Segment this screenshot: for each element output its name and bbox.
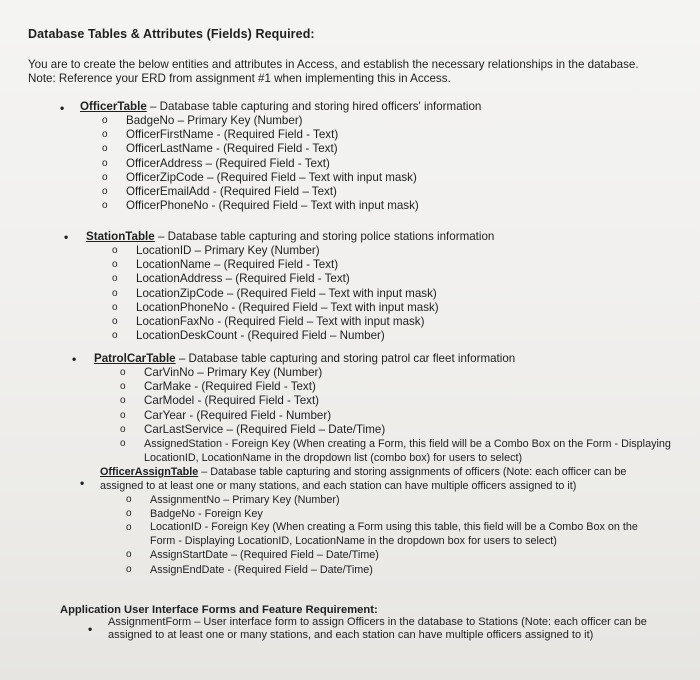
attribute-text: OfficerEmailAdd - (Required Field – Text) (126, 185, 337, 199)
attribute-item (124, 521, 664, 548)
attribute-item (110, 301, 686, 315)
attribute-text: AssignEndDate - (Required Field – Date/Time) (150, 563, 373, 576)
attribute-item (100, 157, 680, 171)
officer-table-attributes (100, 114, 680, 213)
attribute-text: CarMake - (Required Field - Text) (144, 380, 316, 394)
attribute-item (118, 380, 692, 394)
bullet-assignment-form: • (88, 622, 93, 636)
station-table-name: StationTable (86, 230, 155, 243)
patrolcar-table-description: – Database table capturing and storing patrol car fleet information (175, 352, 516, 365)
station-table-description: – Database table capturing and storing police stations information (154, 230, 495, 243)
attribute-item (100, 185, 680, 199)
officerassign-table-title (100, 466, 660, 493)
attribute-text: OfficerFirstName - (Required Field - Text) (126, 128, 339, 142)
sub-bullet-icon: o (126, 508, 132, 520)
sub-bullet-icon: o (126, 522, 132, 534)
sub-bullet-icon: o (112, 301, 118, 313)
attribute-item (110, 287, 686, 301)
sub-bullet-icon: o (126, 549, 132, 561)
app-requirements-heading: Application User Interface Forms and Feature Requirement: (60, 604, 378, 616)
sub-bullet-icon: o (102, 157, 108, 169)
attribute-item (100, 199, 680, 213)
sub-bullet-icon: o (112, 273, 118, 285)
attribute-text: CarModel - (Required Field - Text) (144, 394, 320, 408)
sub-bullet-icon: o (112, 259, 118, 271)
attribute-item (118, 366, 692, 380)
attribute-text: LocationID - Foreign Key (When creating a Form using this table, this field will be a Combo Box on the Form - Displaying LocationID, LocationName in the dropdown box for users to select) (150, 521, 638, 547)
attribute-item (124, 493, 664, 507)
sub-bullet-icon: o (126, 563, 132, 575)
sub-bullet-icon: o (120, 381, 126, 393)
attribute-text: LocationFaxNo - (Required Field – Text with input mask) (136, 315, 425, 329)
attribute-item (124, 548, 664, 562)
attribute-item (100, 114, 680, 128)
attribute-text: CarYear - (Required Field - Number) (144, 408, 332, 422)
attribute-item (110, 329, 686, 343)
attribute-item (100, 128, 680, 142)
attribute-item (118, 394, 692, 408)
sub-bullet-icon: o (102, 186, 108, 198)
sub-bullet-icon: o (102, 200, 108, 212)
intro-text (28, 58, 688, 86)
officer-table-description: – Database table capturing and storing hired officers' information (146, 100, 482, 113)
officerassign-table-name: OfficerAssignTable (100, 466, 199, 478)
bullet-patrolcar-table: • (72, 352, 77, 366)
sub-bullet-icon: o (112, 316, 118, 328)
sub-bullet-icon: o (102, 129, 108, 141)
attribute-text: BadgeNo - Foreign Key (150, 508, 263, 521)
sub-bullet-icon: o (112, 245, 118, 256)
station-table-section (86, 230, 686, 343)
attribute-text: OfficerZipCode – (Required Field – Text with input mask) (126, 170, 417, 184)
attribute-item (110, 272, 686, 286)
sub-bullet-icon: o (102, 143, 108, 155)
sub-bullet-icon: o (120, 367, 126, 378)
patrolcar-table-title (94, 352, 694, 366)
attribute-item (118, 437, 692, 465)
sub-bullet-icon: o (120, 423, 126, 435)
attribute-text: LocationAddress – (Required Field - Text) (136, 272, 350, 286)
attribute-text: AssignmentNo – Primary Key (Number) (150, 494, 340, 506)
sub-bullet-icon: o (126, 494, 132, 505)
sub-bullet-icon: o (120, 438, 126, 450)
intro-line-1: You are to create the below entities and attributes in Access, and establish the necessary relationships in the database. (28, 58, 639, 71)
attribute-text: OfficerAddress – (Required Field - Text) (126, 156, 330, 170)
sub-bullet-icon: o (120, 409, 126, 421)
sub-bullet-icon: o (112, 287, 118, 299)
attribute-text: OfficerPhoneNo - (Required Field – Text with input mask) (126, 199, 419, 213)
bullet-station-table: • (64, 230, 69, 244)
attribute-item (110, 244, 686, 258)
page-heading: Database Tables & Attributes (Fields) Required: (28, 27, 315, 41)
officer-table-name: OfficerTable (80, 100, 147, 113)
officerassign-table-section (100, 466, 660, 577)
intro-line-2: Note: Reference your ERD from assignment #1 when implementing this in Access. (28, 72, 451, 85)
attribute-text: CarLastService – (Required Field – Date/Time) (144, 422, 386, 436)
station-table-title (86, 230, 686, 244)
patrolcar-table-attributes (118, 366, 692, 465)
attribute-text: OfficerLastName - (Required Field - Text) (126, 142, 338, 156)
attribute-text: LocationPhoneNo - (Required Field – Text with input mask) (136, 300, 439, 314)
attribute-item (124, 507, 664, 521)
attribute-item (124, 563, 664, 577)
bullet-officerassign-table: • (80, 476, 85, 490)
station-table-attributes (110, 244, 686, 343)
attribute-text: CarVinNo – Primary Key (Number) (144, 366, 323, 379)
attribute-text: BadgeNo – Primary Key (Number) (126, 114, 303, 127)
sub-bullet-icon: o (120, 395, 126, 407)
attribute-item (118, 423, 692, 437)
bullet-officer-table: • (60, 101, 65, 115)
officerassign-table-attributes (124, 493, 664, 577)
attribute-item (118, 409, 692, 423)
attribute-text: LocationID – Primary Key (Number) (136, 244, 320, 257)
sub-bullet-icon: o (102, 171, 108, 183)
attribute-text: LocationDeskCount - (Required Field – Number) (136, 329, 385, 343)
attribute-text: LocationZipCode – (Required Field – Text with input mask) (136, 286, 437, 300)
officer-table-section (80, 100, 680, 213)
assignment-form-item: AssignmentForm – User interface form to assign Officers in the database to Stations (Note: each officer can be assigned to at least one or many stations, and each station can have multiple officers assigned to it) (108, 616, 647, 641)
attribute-text: LocationName – (Required Field - Text) (136, 258, 339, 272)
officerassign-table-description: – Database table capturing and storing assignments of officers (Note: each officer can be assigned to at least one or many stations, and each station can have multiple officers assigned to it) (100, 466, 627, 492)
attribute-text: AssignedStation - Foreign Key (When creating a Form, this field will be a Combo Box on the Form - Displaying LocationID, LocationName in the dropdown list (combo box) for users to select) (144, 438, 671, 465)
attribute-item (110, 315, 686, 329)
attribute-item (100, 142, 680, 156)
patrolcar-table-section (94, 352, 694, 465)
attribute-item (100, 171, 680, 185)
sub-bullet-icon: o (112, 330, 118, 342)
officer-table-title (80, 100, 680, 114)
sub-bullet-icon: o (102, 115, 108, 126)
attribute-text: AssignStartDate – (Required Field – Date/Time) (150, 549, 379, 562)
attribute-item (110, 258, 686, 272)
patrolcar-table-name: PatrolCarTable (94, 352, 176, 365)
